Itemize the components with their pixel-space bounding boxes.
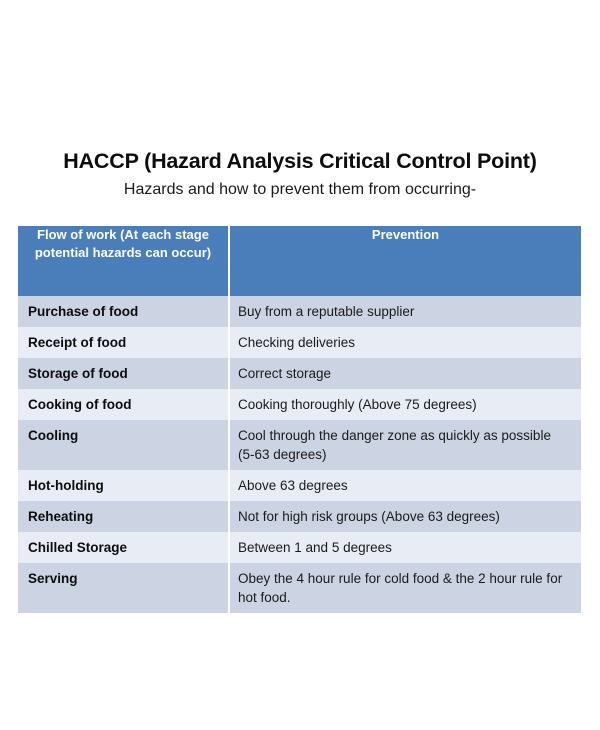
table-row xyxy=(18,420,581,470)
cell-flow-of-work: Purchase of food xyxy=(18,296,229,327)
document-heading xyxy=(0,148,600,201)
table-row xyxy=(18,501,581,532)
cell-flow-of-work: Receipt of food xyxy=(18,327,229,358)
cell-prevention: Checking deliveries xyxy=(229,327,581,358)
table-row xyxy=(18,327,581,358)
cell-prevention: Cool through the danger zone as quickly as possible (5-63 degrees) xyxy=(229,420,581,470)
cell-flow-of-work: Reheating xyxy=(18,501,229,532)
cell-prevention: Buy from a reputable supplier xyxy=(229,296,581,327)
table-header-row xyxy=(18,226,581,296)
cell-flow-of-work: Cooling xyxy=(18,420,229,470)
table-header xyxy=(18,226,581,296)
cell-prevention: Between 1 and 5 degrees xyxy=(229,532,581,563)
cell-prevention: Correct storage xyxy=(229,358,581,389)
haccp-table xyxy=(18,226,581,613)
cell-flow-of-work: Serving xyxy=(18,563,229,613)
table-row xyxy=(18,358,581,389)
column-header-flow-of-work: Flow of work (At each stage potential hazards can occur) xyxy=(18,226,229,296)
table-row xyxy=(18,532,581,563)
page-subtitle: Hazards and how to prevent them from occurring- xyxy=(123,181,477,198)
cell-flow-of-work: Hot-holding xyxy=(18,470,229,501)
cell-prevention: Cooking thoroughly (Above 75 degrees) xyxy=(229,389,581,420)
cell-flow-of-work: Cooking of food xyxy=(18,389,229,420)
cell-flow-of-work: Storage of food xyxy=(18,358,229,389)
table-row xyxy=(18,563,581,613)
table-row xyxy=(18,470,581,501)
page-title: HACCP (Hazard Analysis Critical Control Point) xyxy=(63,149,537,173)
table-row xyxy=(18,296,581,327)
cell-prevention: Above 63 degrees xyxy=(229,470,581,501)
table-body xyxy=(18,296,581,613)
table-row xyxy=(18,389,581,420)
cell-prevention: Obey the 4 hour rule for cold food & the 2 hour rule for hot food. xyxy=(229,563,581,613)
cell-flow-of-work: Chilled Storage xyxy=(18,532,229,563)
column-header-prevention: Prevention xyxy=(229,226,581,296)
cell-prevention: Not for high risk groups (Above 63 degrees) xyxy=(229,501,581,532)
